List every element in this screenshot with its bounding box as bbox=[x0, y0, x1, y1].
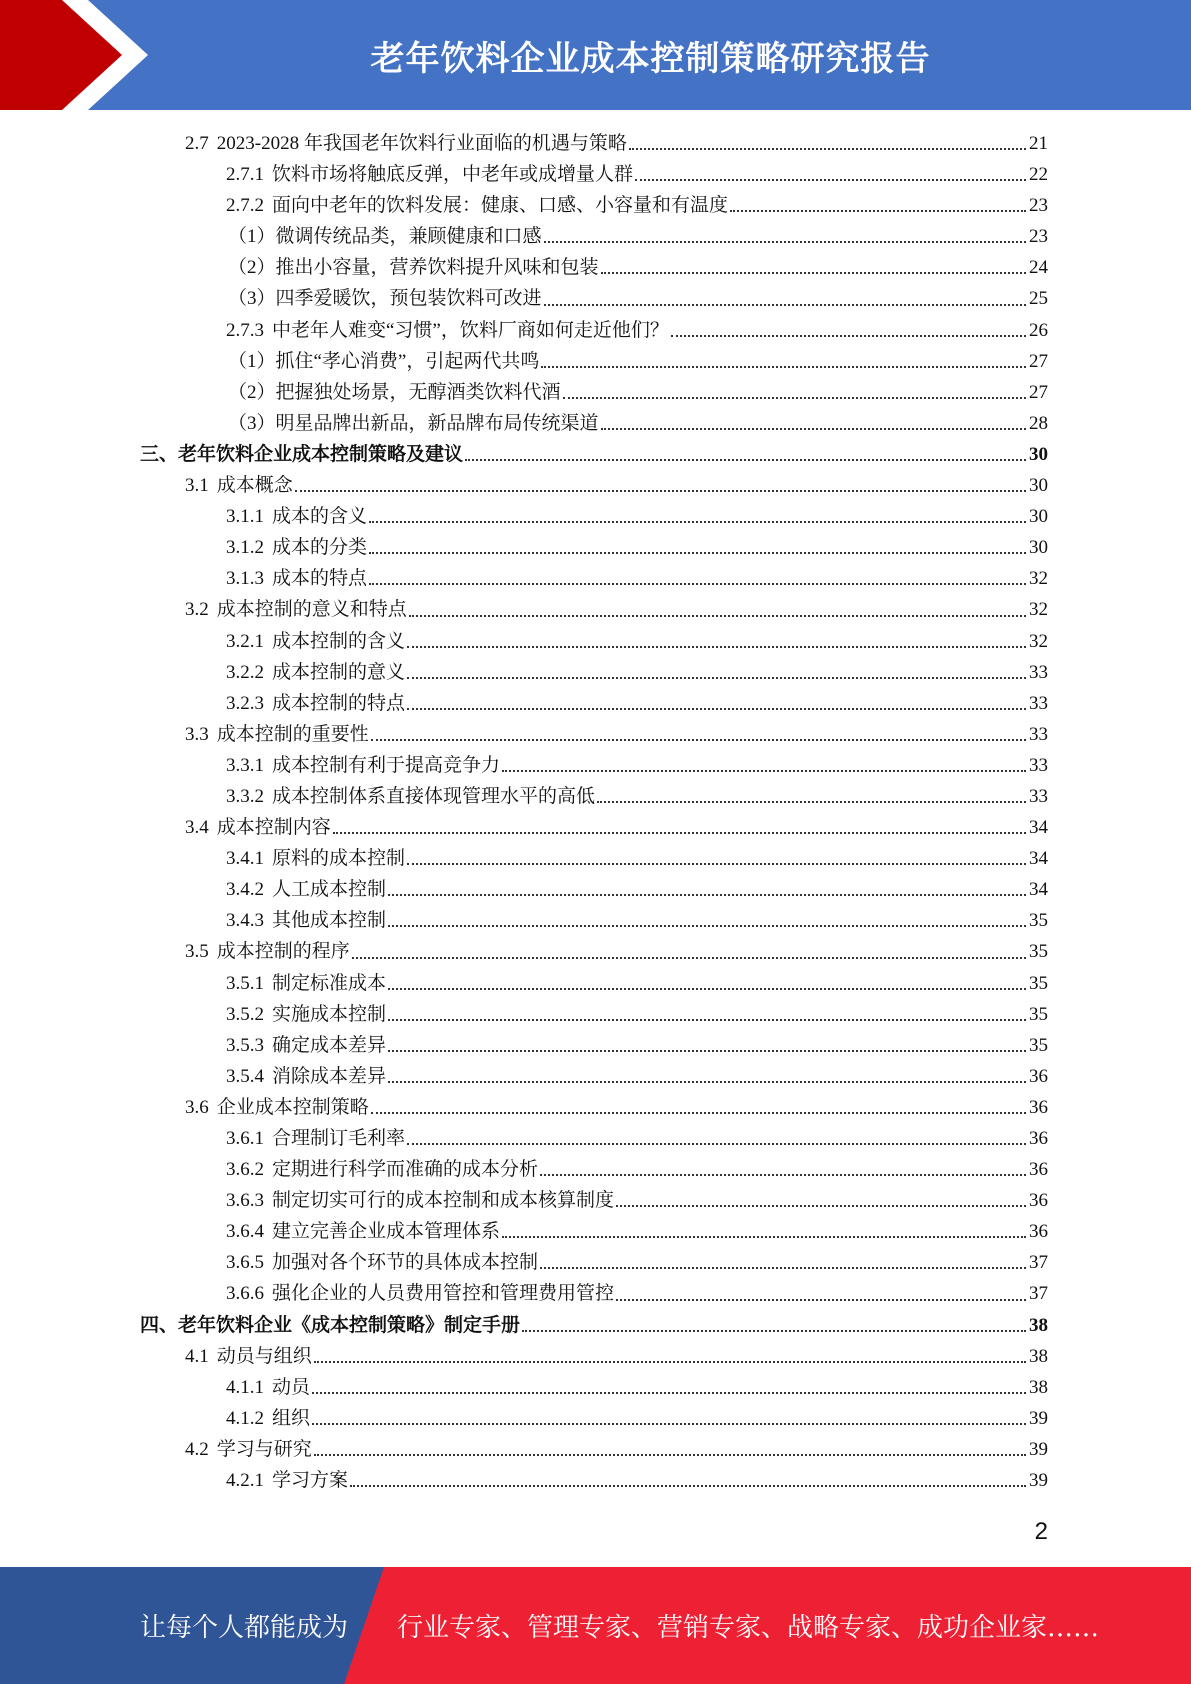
toc-entry-number: 3.6.4 bbox=[226, 1221, 264, 1243]
toc-entry-page: 32 bbox=[1029, 599, 1048, 621]
toc-entry-page: 34 bbox=[1029, 817, 1048, 839]
toc-entry-title: 成本概念 bbox=[216, 475, 293, 497]
toc-dot-leader bbox=[352, 956, 1026, 959]
page-footer bbox=[0, 1567, 1191, 1684]
toc-entry-title: 组织 bbox=[272, 1407, 311, 1429]
toc-entry-title: 动员与组织 bbox=[216, 1345, 312, 1367]
toc-dot-leader bbox=[312, 1422, 1026, 1425]
toc-entry-number: 3.5.1 bbox=[226, 972, 264, 994]
toc-dot-leader bbox=[407, 645, 1026, 648]
toc-entry[interactable] bbox=[140, 1403, 1048, 1434]
toc-entry-page: 35 bbox=[1029, 941, 1048, 963]
toc-entry[interactable] bbox=[140, 1278, 1048, 1309]
toc-entry[interactable] bbox=[140, 688, 1048, 719]
toc-entry-page: 32 bbox=[1029, 568, 1048, 590]
toc-entry-page: 36 bbox=[1029, 1065, 1048, 1087]
toc-entry-number: 3.3 bbox=[185, 723, 209, 745]
toc-entry-page: 26 bbox=[1029, 319, 1048, 341]
toc-entry-page: 30 bbox=[1029, 537, 1048, 559]
toc-entry-title: 确定成本差异 bbox=[272, 1034, 387, 1056]
page-header bbox=[0, 0, 1191, 110]
toc-entry-title: 学习与研究 bbox=[216, 1438, 312, 1460]
toc-entry[interactable] bbox=[140, 594, 1048, 625]
toc-entry[interactable] bbox=[140, 626, 1048, 657]
toc-entry-page: 36 bbox=[1029, 1221, 1048, 1243]
toc-entry-number: 3.2.1 bbox=[226, 630, 264, 652]
toc-entry-number: 3.2 bbox=[185, 599, 209, 621]
toc-entry-title: （3）明星品牌出新品，新品牌布局传统渠道 bbox=[228, 412, 599, 434]
toc-entry[interactable] bbox=[140, 1434, 1048, 1465]
toc-entry-number: 3.3.1 bbox=[226, 754, 264, 776]
toc-entry-page: 33 bbox=[1029, 661, 1048, 683]
toc-entry-number: 4.2 bbox=[185, 1438, 209, 1460]
toc-entry[interactable] bbox=[140, 1154, 1048, 1185]
toc-dot-leader bbox=[540, 1173, 1026, 1176]
toc-entry-title: 中老年人难变“习惯”，饮料厂商如何走近他们？ bbox=[272, 319, 669, 341]
toc-entry[interactable] bbox=[140, 905, 1048, 936]
toc-entry-page: 37 bbox=[1029, 1252, 1048, 1274]
toc-entry-number: 3.3.2 bbox=[226, 785, 264, 807]
toc-entry-page: 33 bbox=[1029, 785, 1048, 807]
toc-entry[interactable] bbox=[140, 439, 1048, 470]
toc-entry-title: 强化企业的人员费用管控和管理费用管控 bbox=[272, 1283, 615, 1305]
toc-entry-title: 四、老年饮料企业《成本控制策略》制定手册 bbox=[140, 1314, 521, 1336]
toc-entry-number: 4.1.1 bbox=[226, 1376, 264, 1398]
toc-entry-page: 22 bbox=[1029, 164, 1048, 186]
toc-entry-title: 制定切实可行的成本控制和成本核算制度 bbox=[272, 1190, 615, 1212]
toc-entry[interactable] bbox=[140, 315, 1048, 346]
toc-entry-number: 3.2.2 bbox=[226, 661, 264, 683]
toc-dot-leader bbox=[522, 1329, 1026, 1332]
toc-dot-leader bbox=[314, 1360, 1026, 1363]
toc-entry-number: 3.1 bbox=[185, 475, 209, 497]
toc-entry-page: 28 bbox=[1029, 412, 1048, 434]
toc-entry-number: 3.6.2 bbox=[226, 1159, 264, 1181]
toc-entry-number: 2.7.2 bbox=[226, 195, 264, 217]
toc-entry[interactable] bbox=[140, 1310, 1048, 1341]
toc-entry-number: 3.6.1 bbox=[226, 1128, 264, 1149]
toc-dot-leader bbox=[563, 396, 1026, 399]
toc-entry-page: 36 bbox=[1029, 1096, 1048, 1118]
toc-entry-page: 39 bbox=[1029, 1407, 1048, 1429]
toc-dot-leader bbox=[407, 1142, 1026, 1145]
toc-entry[interactable] bbox=[140, 221, 1048, 252]
toc-entry-title: 成本控制体系直接体现管理水平的高低 bbox=[272, 785, 596, 807]
toc-dot-leader bbox=[312, 1391, 1026, 1394]
toc-dot-leader bbox=[407, 676, 1026, 679]
toc-entry[interactable] bbox=[140, 377, 1048, 408]
toc-entry-title: 成本控制有利于提高竞争力 bbox=[272, 754, 501, 776]
toc-entry-page: 36 bbox=[1029, 1190, 1048, 1212]
toc-entry-title: 实施成本控制 bbox=[272, 1003, 387, 1025]
toc-dot-leader bbox=[502, 769, 1026, 772]
toc-entry-number: 4.1.2 bbox=[226, 1407, 264, 1429]
toc-entry[interactable] bbox=[140, 781, 1048, 812]
toc-dot-leader bbox=[371, 1111, 1026, 1114]
toc-entry-number: 3.2.3 bbox=[226, 692, 264, 714]
toc-entry[interactable] bbox=[140, 1030, 1048, 1061]
toc-entry-number: 3.5 bbox=[185, 941, 209, 963]
toc-dot-leader bbox=[369, 582, 1026, 585]
toc-entry[interactable] bbox=[140, 1061, 1048, 1092]
toc-dot-leader bbox=[544, 303, 1026, 306]
toc-entry-number: 3.4.2 bbox=[226, 879, 264, 901]
toc-dot-leader bbox=[388, 893, 1026, 896]
toc-dot-leader bbox=[295, 489, 1026, 492]
toc-entry[interactable] bbox=[140, 283, 1048, 314]
toc-entry-page: 39 bbox=[1029, 1438, 1048, 1460]
toc-entry-page: 33 bbox=[1029, 692, 1048, 714]
toc-entry-title: 成本控制的意义 bbox=[272, 661, 406, 683]
toc-entry-number: 3.6.3 bbox=[226, 1190, 264, 1212]
toc-entry-page: 24 bbox=[1029, 257, 1048, 279]
toc-entry[interactable] bbox=[140, 408, 1048, 439]
toc-dot-leader bbox=[369, 520, 1026, 523]
toc-dot-leader bbox=[407, 862, 1026, 865]
table-of-contents bbox=[140, 128, 1048, 1496]
toc-entry-page: 27 bbox=[1029, 381, 1048, 403]
toc-entry-page: 36 bbox=[1029, 1128, 1048, 1149]
toc-entry-page: 38 bbox=[1029, 1314, 1048, 1336]
toc-entry-page: 34 bbox=[1029, 848, 1048, 870]
toc-entry-title: 成本的含义 bbox=[272, 506, 368, 528]
toc-dot-leader bbox=[544, 240, 1026, 243]
toc-entry-page: 27 bbox=[1029, 350, 1048, 372]
toc-entry-title: 建立完善企业成本管理体系 bbox=[272, 1221, 501, 1243]
toc-entry[interactable] bbox=[140, 1247, 1048, 1278]
toc-entry[interactable] bbox=[140, 252, 1048, 283]
toc-entry-number: 3.6 bbox=[185, 1096, 209, 1118]
toc-entry-title: 其他成本控制 bbox=[272, 910, 387, 932]
toc-dot-leader bbox=[601, 427, 1026, 430]
toc-entry-title: 成本控制的程序 bbox=[216, 941, 350, 963]
toc-dot-leader bbox=[314, 1453, 1026, 1456]
toc-dot-leader bbox=[635, 178, 1026, 181]
toc-entry-title: 成本控制内容 bbox=[216, 817, 331, 839]
toc-entry-number: 3.1.3 bbox=[226, 568, 264, 590]
toc-entry-page: 35 bbox=[1029, 1034, 1048, 1056]
toc-entry-page: 38 bbox=[1029, 1376, 1048, 1398]
toc-entry-number: 3.4.1 bbox=[226, 848, 264, 870]
toc-dot-leader bbox=[369, 551, 1026, 554]
toc-entry[interactable] bbox=[140, 936, 1048, 967]
toc-entry-number: 2.7 bbox=[185, 133, 209, 154]
toc-entry[interactable] bbox=[140, 1465, 1048, 1496]
toc-entry-number: 4.1 bbox=[185, 1345, 209, 1367]
toc-entry-title: 制定标准成本 bbox=[272, 972, 387, 994]
toc-entry-number: 3.5.4 bbox=[226, 1065, 264, 1087]
toc-entry[interactable] bbox=[140, 1092, 1048, 1123]
toc-entry-page: 32 bbox=[1029, 630, 1048, 652]
toc-entry-page: 36 bbox=[1029, 1159, 1048, 1181]
header-arrow-decoration bbox=[0, 0, 170, 110]
toc-entry-page: 30 bbox=[1029, 475, 1048, 497]
toc-entry-title: 原料的成本控制 bbox=[272, 848, 406, 870]
toc-entry[interactable] bbox=[140, 999, 1048, 1030]
toc-entry-title: （1）抓住“孝心消费”，引起两代共鸣 bbox=[228, 350, 540, 372]
toc-dot-leader bbox=[388, 1018, 1026, 1021]
toc-entry[interactable] bbox=[140, 1372, 1048, 1403]
toc-entry-page: 30 bbox=[1029, 506, 1048, 528]
toc-entry-page: 39 bbox=[1029, 1470, 1048, 1492]
toc-entry-number: 3.1.1 bbox=[226, 506, 264, 528]
toc-dot-leader bbox=[597, 800, 1026, 803]
toc-entry-title: 面向中老年的饮料发展：健康、口感、小容量和有温度 bbox=[272, 195, 729, 217]
toc-entry[interactable] bbox=[140, 657, 1048, 688]
toc-entry-title: 动员 bbox=[272, 1376, 311, 1398]
toc-entry[interactable] bbox=[140, 812, 1048, 843]
toc-entry[interactable] bbox=[140, 128, 1048, 159]
toc-entry-title: 三、老年饮料企业成本控制策略及建议 bbox=[140, 443, 464, 465]
toc-dot-leader bbox=[407, 707, 1026, 710]
toc-entry-page: 25 bbox=[1029, 288, 1048, 310]
toc-entry-number: 2.7.3 bbox=[226, 319, 264, 341]
toc-entry[interactable] bbox=[140, 1341, 1048, 1372]
toc-dot-leader bbox=[465, 458, 1026, 461]
toc-entry-number: 3.6.6 bbox=[226, 1283, 264, 1305]
toc-entry-page: 38 bbox=[1029, 1345, 1048, 1367]
toc-entry-title: 2023-2028 年我国老年饮料行业面临的机遇与策略 bbox=[216, 133, 627, 154]
toc-entry-title: 学习方案 bbox=[272, 1470, 349, 1492]
toc-entry-page: 34 bbox=[1029, 879, 1048, 901]
footer-slogan-left: 让每个人都能成为 bbox=[140, 1613, 349, 1643]
toc-dot-leader bbox=[629, 147, 1026, 150]
toc-entry[interactable] bbox=[140, 532, 1048, 563]
page-number: 2 bbox=[1034, 1518, 1048, 1545]
toc-entry-title: 成本控制的含义 bbox=[272, 630, 406, 652]
toc-dot-leader bbox=[540, 1266, 1026, 1269]
toc-entry-number: 3.5.2 bbox=[226, 1003, 264, 1025]
toc-entry[interactable] bbox=[140, 346, 1048, 377]
toc-entry-number: 2.7.1 bbox=[226, 164, 264, 186]
toc-entry-page: 35 bbox=[1029, 910, 1048, 932]
toc-entry-number: 3.6.5 bbox=[226, 1252, 264, 1274]
toc-entry-title: （2）推出小容量，营养饮料提升风味和包装 bbox=[228, 257, 599, 279]
toc-entry[interactable] bbox=[140, 874, 1048, 905]
toc-entry[interactable] bbox=[140, 1123, 1048, 1154]
toc-entry-page: 33 bbox=[1029, 723, 1048, 745]
toc-dot-leader bbox=[350, 1484, 1026, 1487]
toc-entry-page: 23 bbox=[1029, 195, 1048, 217]
toc-entry-title: 合理制订毛利率 bbox=[272, 1128, 406, 1149]
toc-entry[interactable] bbox=[140, 563, 1048, 594]
toc-dot-leader bbox=[388, 924, 1026, 927]
toc-entry-title: 饮料市场将触底反弹，中老年或成增量人群 bbox=[272, 164, 634, 186]
toc-entry[interactable] bbox=[140, 159, 1048, 190]
toc-entry-title: （1）微调传统品类，兼顾健康和口感 bbox=[228, 226, 542, 248]
toc-dot-leader bbox=[388, 1080, 1026, 1083]
toc-dot-leader bbox=[502, 1235, 1026, 1238]
toc-entry[interactable] bbox=[140, 968, 1048, 999]
toc-entry[interactable] bbox=[140, 501, 1048, 532]
toc-entry-title: 成本的分类 bbox=[272, 537, 368, 559]
toc-dot-leader bbox=[601, 271, 1026, 274]
toc-entry-title: （2）把握独处场景，无醇酒类饮料代酒 bbox=[228, 381, 561, 403]
toc-entry-title: 成本控制的特点 bbox=[272, 692, 406, 714]
toc-entry[interactable] bbox=[140, 1185, 1048, 1216]
report-title: 老年饮料企业成本控制策略研究报告 bbox=[370, 38, 931, 79]
toc-entry-number: 3.4.3 bbox=[226, 910, 264, 932]
toc-entry-page: 21 bbox=[1029, 133, 1048, 154]
toc-entry-number: 3.4 bbox=[185, 817, 209, 839]
toc-entry[interactable] bbox=[140, 719, 1048, 750]
toc-entry-page: 30 bbox=[1029, 443, 1048, 465]
toc-entry-title: 人工成本控制 bbox=[272, 879, 387, 901]
toc-entry-number: 3.5.3 bbox=[226, 1034, 264, 1056]
toc-entry-page: 35 bbox=[1029, 972, 1048, 994]
toc-entry-title: （3）四季爱暖饮，预包装饮料可改进 bbox=[228, 288, 542, 310]
footer-slogan-right: 行业专家、管理专家、营销专家、战略专家、成功企业家…… bbox=[397, 1613, 1100, 1643]
toc-dot-leader bbox=[371, 738, 1026, 741]
toc-dot-leader bbox=[388, 1049, 1026, 1052]
toc-entry[interactable] bbox=[140, 1216, 1048, 1247]
toc-dot-leader bbox=[616, 1204, 1026, 1207]
toc-dot-leader bbox=[333, 831, 1026, 834]
toc-entry-title: 加强对各个环节的具体成本控制 bbox=[272, 1252, 539, 1274]
toc-dot-leader bbox=[541, 365, 1026, 368]
toc-entry-title: 成本控制的重要性 bbox=[216, 723, 369, 745]
toc-entry-title: 定期进行科学而准确的成本分析 bbox=[272, 1159, 539, 1181]
toc-entry[interactable] bbox=[140, 470, 1048, 501]
toc-entry-title: 成本的特点 bbox=[272, 568, 368, 590]
toc-entry-number: 4.2.1 bbox=[226, 1470, 264, 1492]
toc-entry[interactable] bbox=[140, 190, 1048, 221]
toc-dot-leader bbox=[671, 334, 1026, 337]
toc-entry-page: 23 bbox=[1029, 226, 1048, 248]
toc-entry-title: 成本控制的意义和特点 bbox=[216, 599, 407, 621]
toc-entry-number: 3.1.2 bbox=[226, 537, 264, 559]
toc-dot-leader bbox=[388, 987, 1026, 990]
toc-entry-page: 37 bbox=[1029, 1283, 1048, 1305]
toc-entry-title: 消除成本差异 bbox=[272, 1065, 387, 1087]
toc-dot-leader bbox=[409, 614, 1026, 617]
toc-dot-leader bbox=[616, 1298, 1026, 1301]
toc-dot-leader bbox=[730, 209, 1026, 212]
toc-entry-title: 企业成本控制策略 bbox=[216, 1096, 369, 1118]
toc-entry[interactable] bbox=[140, 750, 1048, 781]
toc-entry[interactable] bbox=[140, 843, 1048, 874]
toc-entry-page: 33 bbox=[1029, 754, 1048, 776]
toc-entry-page: 35 bbox=[1029, 1003, 1048, 1025]
